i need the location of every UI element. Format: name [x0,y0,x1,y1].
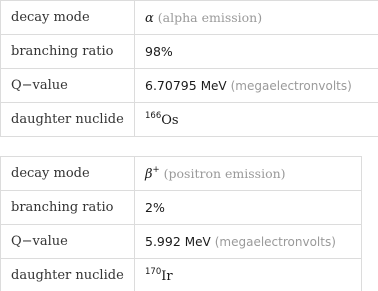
alpha-decay-table [0,0,378,137]
daughter-nuclide-value [135,259,362,291]
decay-mode-value [135,1,378,35]
branching-ratio-row [1,35,378,69]
q-value-label: Q−value [1,69,135,103]
element-symbol: Ir [161,268,173,284]
decay-symbol [145,164,160,182]
decay-mode-row [1,157,362,191]
q-value-label: Q−value [1,225,135,259]
positron-decay-table [0,156,362,291]
q-value-value [135,69,378,103]
decay-mode-label: decay mode [1,1,135,35]
decay-symbol: α [145,10,154,26]
q-value-unit: MeV [200,79,227,93]
daughter-nuclide-row [1,259,362,291]
decay-symbol-base: β [145,166,153,182]
daughter-nuclide-label: daughter nuclide [1,259,135,291]
mass-number: 170 [145,266,162,277]
q-value-unit-name: (megaelectronvolts) [214,235,336,249]
branching-ratio-label: branching ratio [1,35,135,69]
branching-ratio-label: branching ratio [1,191,135,225]
decay-mode-description: (positron emission) [163,165,286,181]
branching-ratio-value: 2% [135,191,362,225]
branching-ratio-row [1,191,362,225]
decay-mode-row [1,1,378,35]
q-value-row [1,225,362,259]
branching-ratio-value: 98% [135,35,378,69]
decay-mode-value [135,157,362,191]
mass-number: 166 [145,110,162,121]
q-value-unit-name: (megaelectronvolts) [230,79,352,93]
q-value-unit: MeV [184,235,211,249]
decay-mode-description: (alpha emission) [157,9,263,25]
decay-mode-label: decay mode [1,157,135,191]
q-value-number: 5.992 [145,234,181,249]
q-value-value [135,225,362,259]
nuclide-symbol [145,266,173,284]
q-value-row [1,69,378,103]
decay-symbol-charge: + [152,164,160,175]
element-symbol: Os [161,112,179,128]
daughter-nuclide-value [135,103,378,137]
daughter-nuclide-row [1,103,378,137]
nuclide-symbol [145,110,179,128]
daughter-nuclide-label: daughter nuclide [1,103,135,137]
q-value-number: 6.70795 [145,78,197,93]
